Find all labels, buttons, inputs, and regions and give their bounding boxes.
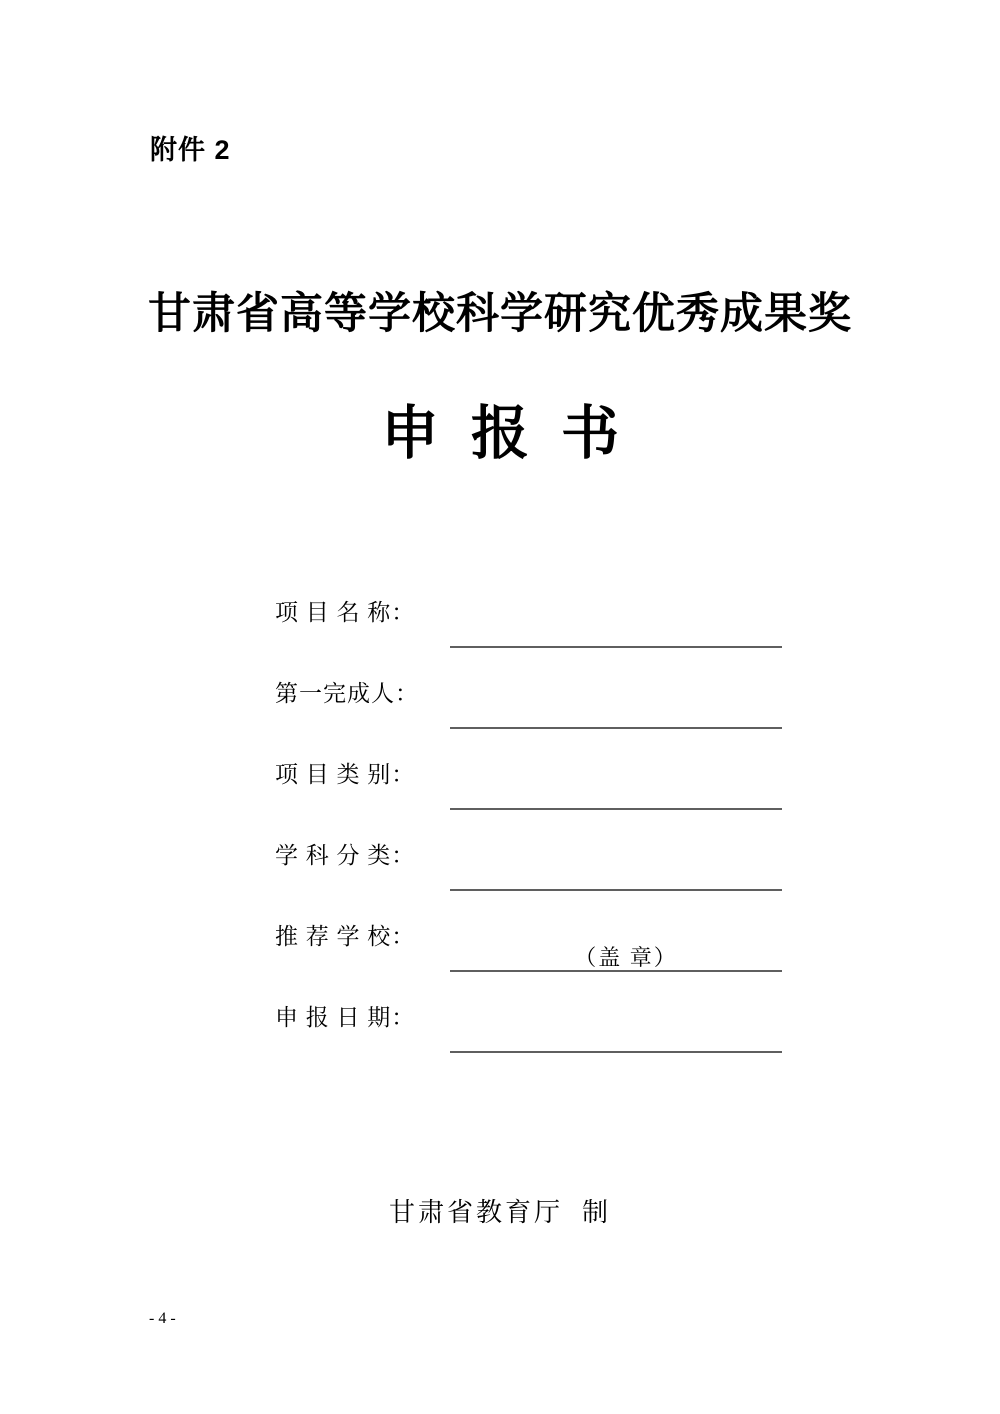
form-row-project-name <box>275 590 795 671</box>
field-input-line-application-date[interactable] <box>450 995 782 1053</box>
issuer-line: 甘肃省教育厅 制 <box>388 1198 611 1227</box>
field-input-line-project-name[interactable] <box>450 590 782 648</box>
form-row-project-category <box>275 752 795 833</box>
field-label-project-category: 项 目 类 别： <box>275 762 416 787</box>
seal-note: （盖 章） <box>574 945 678 970</box>
field-label-first-completer: 第一完成人： <box>275 681 419 706</box>
form-row-application-date <box>275 995 795 1076</box>
form-row-recommending-school <box>275 914 795 995</box>
field-label-recommending-school: 推 荐 学 校： <box>275 924 416 949</box>
attachment-label: 附件 2 <box>150 135 231 165</box>
page-number: - 4 - <box>149 1310 176 1327</box>
field-label-application-date: 申 报 日 期： <box>275 1005 416 1030</box>
page-subtitle: 申报书 <box>380 401 651 466</box>
page-title: 甘肃省高等学校科学研究优秀成果奖 <box>148 290 852 338</box>
field-input-line-project-category[interactable] <box>450 752 782 810</box>
field-label-subject-classification: 学 科 分 类： <box>275 843 416 868</box>
field-label-project-name: 项 目 名 称： <box>275 600 416 625</box>
field-input-line-recommending-school[interactable] <box>450 914 782 972</box>
field-input-line-subject-classification[interactable] <box>450 833 782 891</box>
field-input-line-first-completer[interactable] <box>450 671 782 729</box>
form-area <box>275 590 795 1076</box>
form-row-subject-classification <box>275 833 795 914</box>
form-row-first-completer <box>275 671 795 752</box>
